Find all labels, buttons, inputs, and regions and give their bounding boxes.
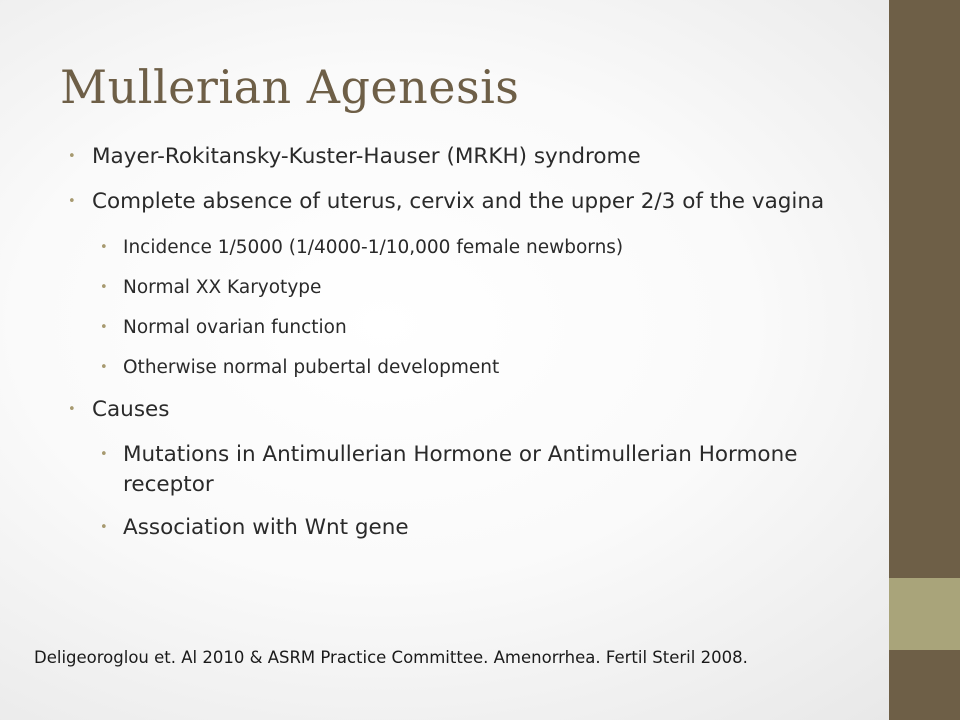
sub-bullet-mutations — [68, 440, 858, 500]
bullet-mrkh — [68, 142, 858, 172]
bullet-dot-icon: • — [100, 280, 108, 295]
bullet-dot-icon: • — [100, 240, 108, 255]
bullet-text: Complete absence of uterus, cervix and the upper 2/3 of the vagina — [92, 189, 825, 214]
bullet-text: Incidence 1/5000 (1/4000-1/10,000 female newborns) — [123, 237, 624, 258]
sub-bullet-wnt-gene — [68, 513, 858, 543]
bullet-dot-icon: • — [100, 447, 108, 462]
bullet-text: Normal XX Karyotype — [123, 277, 322, 298]
bullet-list — [68, 142, 858, 556]
sub-bullet-incidence — [68, 235, 858, 261]
side-bar-accent — [889, 578, 960, 650]
bullet-text: Normal ovarian function — [123, 317, 347, 338]
bullet-text: Association with Wnt gene — [123, 515, 409, 540]
sub-bullet-pubertal-development — [68, 355, 858, 381]
bullet-dot-icon: • — [68, 402, 76, 417]
bullet-dot-icon: • — [68, 194, 76, 209]
bullet-dot-icon: • — [100, 360, 108, 375]
bullet-text: Causes — [92, 397, 170, 422]
bullet-text: Mayer-Rokitansky-Kuster-Hauser (MRKH) syndrome — [92, 144, 641, 169]
bullet-dot-icon: • — [68, 149, 76, 164]
sub-bullet-ovarian-function — [68, 315, 858, 341]
bullet-text: Mutations in Antimullerian Hormone or Antimullerian Hormone receptor — [123, 442, 798, 497]
slide-title: Mullerian Agenesis — [60, 60, 520, 114]
bullet-complete-absence — [68, 187, 858, 217]
citation: Deligeoroglou et. Al 2010 & ASRM Practice Committee. Amenorrhea. Fertil Steril 2008. — [34, 648, 748, 667]
sub-bullet-karyotype — [68, 275, 858, 301]
bullet-text: Otherwise normal pubertal development — [123, 357, 500, 378]
bullet-causes — [68, 395, 858, 425]
bullet-dot-icon: • — [100, 520, 108, 535]
bullet-dot-icon: • — [100, 320, 108, 335]
